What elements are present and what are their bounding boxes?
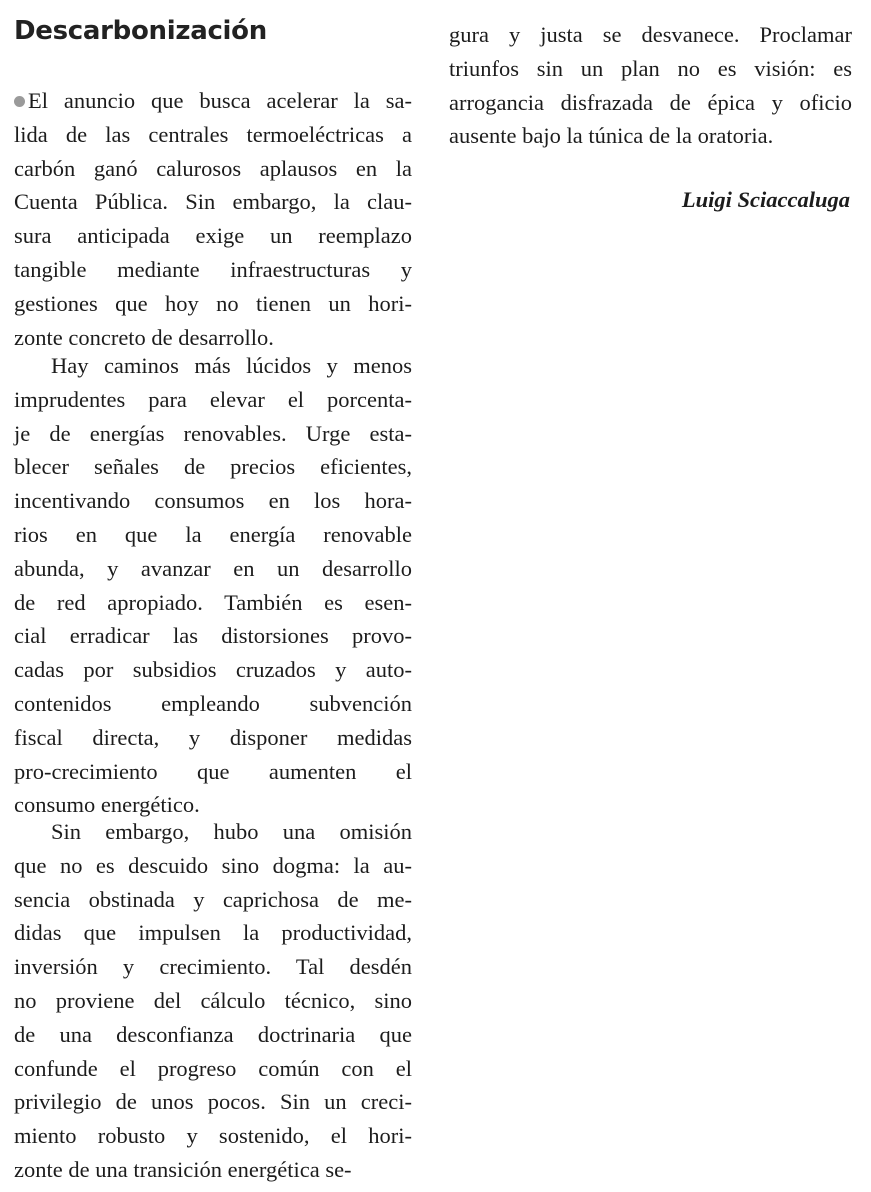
text-line <box>14 1153 412 1187</box>
text-line <box>14 287 412 321</box>
paragraph-4 <box>449 18 852 153</box>
line-text: blecer señales de precios eficientes, <box>14 454 412 480</box>
line-text: que no es descuido sino dogma: la au- <box>14 852 412 878</box>
line-text: tangible mediante infraestructuras y <box>14 256 412 282</box>
text-line <box>14 518 412 552</box>
line-text: Sin embargo, hubo una omisión <box>51 819 412 844</box>
text-line <box>14 552 412 586</box>
text-line <box>14 450 412 484</box>
text-line <box>449 18 852 52</box>
text-line <box>14 84 412 118</box>
line-text: fiscal directa, y disponer medidas <box>14 724 412 750</box>
line-text: triunfos sin un plan no es visión: es <box>449 55 852 81</box>
text-line <box>14 586 412 620</box>
line-text: de red apropiado. También es esen- <box>14 589 412 615</box>
line-text: imprudentes para elevar el porcenta- <box>14 386 412 412</box>
text-line <box>14 721 412 755</box>
text-line <box>14 1085 412 1119</box>
bullet-dot-icon <box>14 96 25 107</box>
line-text: inversión y crecimiento. Tal desdén <box>14 954 412 980</box>
line-text: zonte concreto de desarrollo. <box>14 324 274 350</box>
line-text: cial erradicar las distorsiones provo- <box>14 623 412 649</box>
line-text: miento robusto y sostenido, el hori- <box>14 1123 412 1149</box>
text-line <box>14 1119 412 1153</box>
text-line <box>14 883 412 917</box>
line-text: contenidos empleando subvención <box>14 690 412 716</box>
text-line <box>449 86 852 120</box>
text-line <box>14 687 412 721</box>
text-line <box>14 950 412 984</box>
text-line <box>14 349 412 383</box>
text-line <box>14 253 412 287</box>
text-line <box>14 916 412 950</box>
line-text: de una desconfianza doctrinaria que <box>14 1021 412 1047</box>
line-text: rios en que la energía renovable <box>14 521 412 547</box>
paragraph-1 <box>14 84 412 354</box>
line-text: arrogancia disfrazada de épica y oficio <box>449 89 852 115</box>
line-text: consumo energético. <box>14 792 200 818</box>
text-line <box>14 984 412 1018</box>
line-text: lida de las centrales termoeléctricas a <box>14 121 412 147</box>
text-line <box>14 619 412 653</box>
author-signature: Luigi Sciaccaluga <box>681 187 850 212</box>
text-line <box>449 52 852 86</box>
line-text: privilegio de unos pocos. Sin un creci- <box>14 1089 412 1115</box>
text-line <box>14 484 412 518</box>
paragraph-2 <box>14 349 412 822</box>
text-line <box>449 119 852 153</box>
text-line <box>14 849 412 883</box>
line-text: sencia obstinada y caprichosa de me- <box>14 886 412 912</box>
article-headline: Descarbonización <box>14 16 267 46</box>
text-line <box>14 219 412 253</box>
line-text: sura anticipada exige un reemplazo <box>14 223 412 249</box>
line-text: no proviene del cálculo técnico, sino <box>14 987 412 1013</box>
text-line <box>14 653 412 687</box>
line-text: gestiones que hoy no tienen un hori- <box>14 290 412 316</box>
line-text: El anuncio que busca acelerar la sa- <box>28 88 412 113</box>
text-line <box>14 185 412 219</box>
line-text: Cuenta Pública. Sin embargo, la clau- <box>14 189 412 215</box>
line-text: ausente bajo la túnica de la oratoria. <box>449 123 774 149</box>
line-text: didas que impulsen la productividad, <box>14 920 412 946</box>
text-line <box>14 1052 412 1086</box>
text-line <box>14 417 412 451</box>
line-text: zonte de una transición energética se- <box>14 1156 352 1182</box>
paragraph-3 <box>14 815 412 1187</box>
line-text: pro-crecimiento que aumenten el <box>14 758 412 784</box>
text-line <box>14 755 412 789</box>
text-line <box>14 152 412 186</box>
text-line <box>14 815 412 849</box>
line-text: incentivando consumos en los hora- <box>14 488 412 514</box>
line-text: carbón ganó calurosos aplausos en la <box>14 155 412 181</box>
text-line <box>14 1018 412 1052</box>
line-text: cadas por subsidios cruzados y auto- <box>14 657 412 683</box>
line-text: Hay caminos más lúcidos y menos <box>51 353 412 378</box>
line-text: abunda, y avanzar en un desarrollo <box>14 555 412 581</box>
line-text: gura y justa se desvanece. Proclamar <box>449 22 852 47</box>
line-text: confunde el progreso común con el <box>14 1055 412 1081</box>
line-text: je de energías renovables. Urge esta- <box>14 420 412 446</box>
text-line <box>14 383 412 417</box>
text-line <box>14 118 412 152</box>
